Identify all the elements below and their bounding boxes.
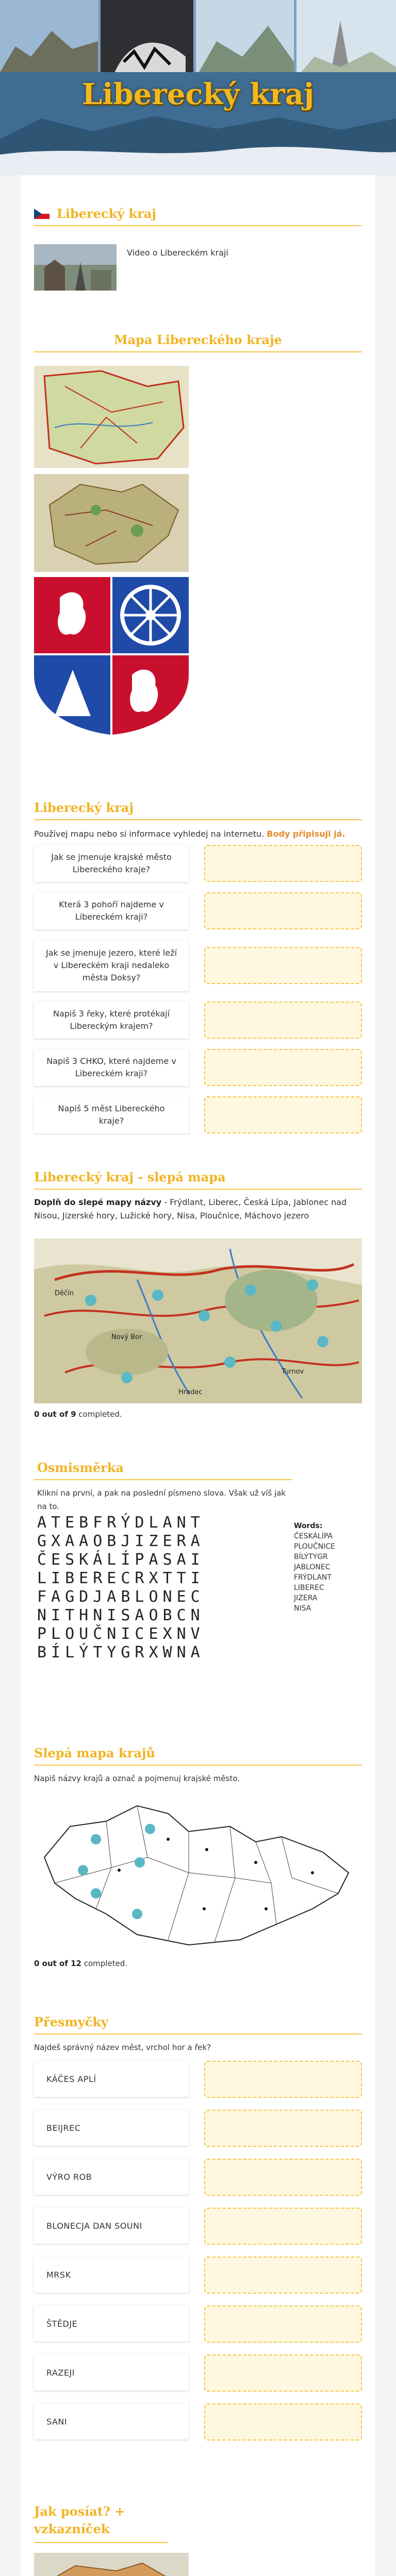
anagram-card: KÁČES APLÍ [34, 2061, 189, 2097]
answer-input[interactable] [204, 845, 362, 882]
question-card: Jak se jmenuje krajské město Libereckého kraje? [34, 845, 189, 882]
wordsearch-grid[interactable] [37, 1514, 205, 1662]
howto-section [34, 2503, 168, 2543]
map-label-novy-bor: Nový Bor [111, 1333, 142, 1341]
divider [34, 1189, 362, 1190]
score-value: 0 out of 9 [34, 1410, 76, 1419]
word-item: NISA [294, 1604, 311, 1613]
word-item: JABLONEC [294, 1563, 331, 1571]
section-title: Liberecký kraj [57, 206, 157, 221]
quiz-section [34, 800, 362, 841]
grid-row[interactable]: ČESKÁLÍPASAI [37, 1551, 205, 1569]
word-item: PLOUČNICE [294, 1543, 336, 1551]
regions-map-section [34, 1745, 362, 1785]
czech-map-image [34, 474, 189, 572]
answer-input[interactable] [204, 947, 362, 984]
score-suffix: completed. [76, 1410, 122, 1419]
anagram-card: ŠTĚDJE [34, 2306, 189, 2342]
map-label-hradec: Hradec [178, 1388, 203, 1396]
question-row [34, 1002, 362, 1047]
video-thumbnail[interactable] [34, 244, 117, 291]
question-row [34, 1049, 362, 1094]
section-title: Osmisměrka [37, 1460, 124, 1475]
divider [34, 351, 362, 352]
flag-icon [34, 209, 50, 219]
question-card: Napiš 3 CHKO, které najdeme v Libereckém kraji? [34, 1049, 189, 1086]
answer-input[interactable] [204, 1002, 362, 1039]
map-label-turnov: Turnov [282, 1368, 304, 1376]
grid-row[interactable]: PLOUČNICEXNV [37, 1625, 205, 1643]
video-section [34, 206, 362, 258]
video-label[interactable]: Video o Libereckém kraji [127, 248, 228, 258]
map-label-decin: Děčín [55, 1290, 74, 1297]
quiz-intro: Používej mapu nebo si informace vyhledej na internetu. [34, 829, 265, 839]
wordsearch-instruction: Klikni na první, a pak na poslední písmeno slova. Však už víš jak na to. [37, 1488, 286, 1511]
anagram-card: VÝRO ROB [34, 2159, 189, 2195]
question-card: Napiš 3 řeky, které protékají Libereckým krajem? [34, 1002, 189, 1039]
grid-row[interactable]: NITHNISAOBCN [37, 1606, 205, 1624]
section-title: Jak posíat? + vzkazníček [34, 2504, 125, 2536]
word-item: LIBEREC [294, 1584, 324, 1592]
instruction-bold: Doplň do slepé mapy názvy [34, 1197, 162, 1207]
answer-input[interactable] [204, 1096, 362, 1133]
instruction-text: - Frýdlant, Liberec, Česká Lípa, Jablonec nad Nisou, Jizerské hory, Lužické hory, Nisa, Ploučnice, Máchovo jezero [34, 1197, 347, 1221]
question-row [34, 845, 362, 890]
word-item: FRÝDLANT [294, 1573, 332, 1582]
answer-input[interactable] [204, 2306, 362, 2343]
grid-row[interactable]: BÍLÝTYGRXWNA [37, 1643, 205, 1662]
wordsearch-word-list [294, 1521, 335, 1614]
answer-input[interactable] [204, 892, 362, 929]
regions-map-canvas[interactable] [34, 1790, 362, 1950]
divider [34, 1765, 362, 1766]
answer-input[interactable] [204, 2061, 362, 2098]
question-card: Která 3 pohoří najdeme v Libereckém kraji? [34, 892, 189, 929]
answer-input[interactable] [204, 2354, 362, 2392]
anagram-card: BEIJREC [34, 2110, 189, 2146]
question-row [34, 892, 362, 938]
maps-section [34, 332, 362, 352]
anagram-section [34, 2014, 362, 2054]
words-label: Words: [294, 1522, 323, 1530]
word-item: ČESKÁLÍPA [294, 1532, 333, 1540]
blind-map-section [34, 1170, 362, 1223]
grid-row[interactable]: GXAAOBJIZERA [37, 1532, 205, 1550]
answer-input[interactable] [204, 2110, 362, 2147]
divider [34, 225, 362, 226]
wordsearch-section [34, 1460, 292, 1513]
question-card: Jak se jmenuje jezero, které leží v Libereckém kraji nedaleko města Doksy? [34, 940, 189, 991]
blind-map-canvas[interactable] [34, 1239, 362, 1403]
divider [34, 2542, 168, 2543]
anagram-card: RAZEJI [34, 2354, 189, 2391]
answer-input[interactable] [204, 2257, 362, 2294]
anagram-list [34, 2061, 362, 2452]
question-card: Napiš 5 měst Libereckého kraje? [34, 1096, 189, 1133]
anagram-card: BLONECJA DAN SOUNI [34, 2208, 189, 2244]
regions-map-score [34, 1959, 127, 1968]
answer-input[interactable] [204, 2403, 362, 2441]
grid-row[interactable]: LIBERECRXTTI [37, 1569, 205, 1587]
section-title: Přesmyčky [34, 2014, 108, 2029]
word-item: JIZERA [294, 1594, 318, 1602]
grid-row[interactable]: ATEBFRÝDLANT [37, 1514, 205, 1532]
answer-input[interactable] [204, 2159, 362, 2196]
question-row [34, 1096, 362, 1142]
divider [34, 2033, 362, 2035]
header-banner [0, 0, 396, 175]
divider [34, 1479, 292, 1480]
regions-instruction: Napiš názvy krajů a označ a pojmenuj krajské město. [34, 1774, 240, 1783]
anagram-instruction: Najdeš správný název měst, vrchol hor a řek? [34, 2043, 211, 2052]
anagram-card: SANI [34, 2403, 189, 2439]
divider [34, 819, 362, 820]
question-row [34, 940, 362, 985]
content-page [21, 175, 375, 2576]
section-title: Mapa Libereckého kraje [114, 332, 282, 347]
blind-map-score [34, 1410, 122, 1419]
score-value: 0 out of 12 [34, 1959, 81, 1968]
howto-image-map [34, 2553, 189, 2576]
answer-input[interactable] [204, 2208, 362, 2245]
answer-input[interactable] [204, 1049, 362, 1086]
section-title: Liberecký kraj [34, 800, 134, 815]
anagram-card: MRSK [34, 2257, 189, 2293]
coat-of-arms-image [34, 577, 189, 737]
quiz-points-note: Body připisuji já. [267, 829, 345, 839]
score-suffix: completed. [81, 1959, 128, 1968]
section-title: Liberecký kraj - slepá mapa [34, 1170, 226, 1184]
page-title: Liberecký kraj [81, 77, 315, 111]
region-map-image [34, 366, 189, 468]
section-title: Slepá mapa krajů [34, 1745, 155, 1760]
quiz-questions [34, 845, 362, 1126]
grid-row[interactable]: FAGDJABLONEC [37, 1588, 205, 1606]
word-item: BÍLÝTYGR [294, 1553, 328, 1561]
